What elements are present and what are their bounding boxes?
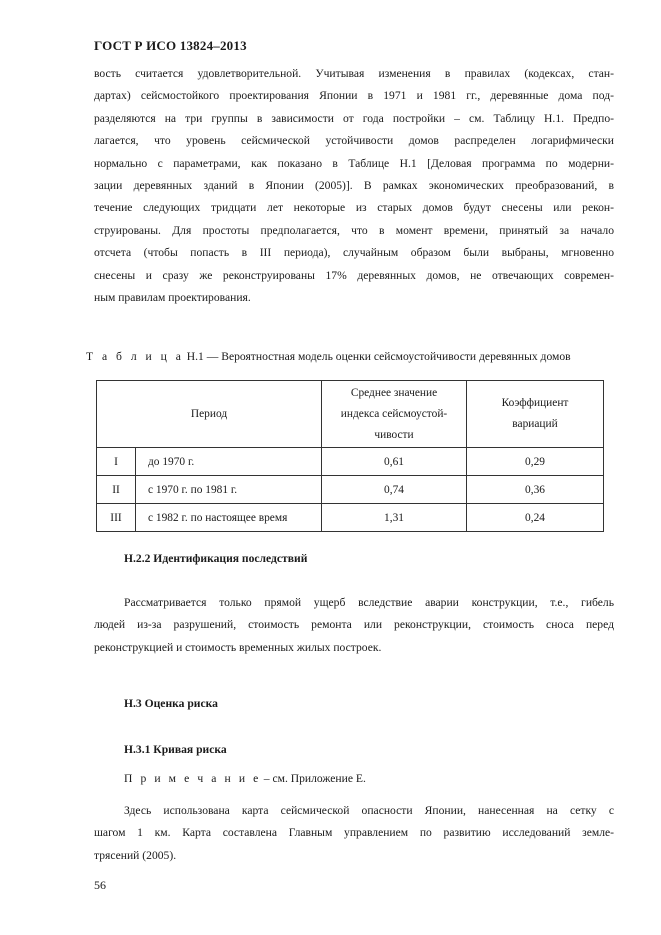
cell-mean: 1,31 bbox=[322, 504, 467, 532]
text-line: ным правилам проектирования. bbox=[94, 291, 251, 305]
text-line: струированы. Для простоты предполагается, что в момент времени, принятый за начало bbox=[94, 223, 614, 237]
seismic-model-table bbox=[96, 380, 604, 532]
text-line: Здесь использована карта сейсмической опасности Японии, нанесенная на сетку с bbox=[124, 804, 614, 817]
text-line: дартах) сейсмостойкого проектирования Японии в 1971 и 1981 гг., деревянные дома под- bbox=[94, 89, 614, 103]
section-heading-risk-curve: Н.3.1 Кривая риска bbox=[124, 743, 227, 756]
text-line: шагом 1 км. Карта составлена Главным управлением по развитию исследований земле- bbox=[94, 826, 614, 840]
document-header: ГОСТ Р ИСО 13824–2013 bbox=[94, 38, 247, 53]
page-number: 56 bbox=[94, 878, 106, 892]
section-heading-consequences: Н.2.2 Идентификация последствий bbox=[124, 552, 308, 565]
header-cv-line: вариаций bbox=[512, 418, 558, 430]
cell-cv: 0,36 bbox=[467, 476, 604, 504]
section-heading-risk-assessment: Н.3 Оценка риска bbox=[124, 697, 218, 710]
header-mean bbox=[322, 381, 467, 448]
cell-period: с 1982 г. по настоящее время bbox=[136, 504, 322, 532]
cell-cv: 0,24 bbox=[467, 504, 604, 532]
text-line: снесены и сразу же реконструированы 17% деревянных домов, не отвечающих современ- bbox=[94, 268, 614, 282]
paragraph-hazard-map bbox=[94, 800, 614, 867]
cell-period: с 1970 г. по 1981 г. bbox=[136, 476, 322, 504]
header-mean-line: Среднее значение bbox=[350, 386, 438, 399]
text-line: отсчета (чтобы попасть в III периода), случайным образом были выбраны, мгновенно bbox=[94, 246, 614, 260]
table-header-row bbox=[97, 381, 604, 448]
table-row bbox=[97, 448, 604, 476]
note-text: – см. Приложение Е. bbox=[260, 772, 366, 785]
text-line: зации деревянных зданий в Японии (2005)]. В рамках экономических преобразований, в bbox=[94, 179, 614, 193]
text-line: людей из-за разрушений, стоимость ремонта или реконструкции, стоимость сноса перед bbox=[94, 618, 614, 632]
cell-period-number: I bbox=[97, 448, 136, 476]
paragraph-consequences bbox=[94, 592, 614, 659]
text-line: Рассматривается только прямой ущерб вследствие аварии конструкции, т.е., гибель bbox=[124, 596, 614, 609]
caption-text: Н.1 — Вероятностная модель оценки сейсмоустойчивости деревянных домов bbox=[183, 350, 571, 363]
header-cv-line: Коэффициент bbox=[501, 397, 569, 409]
cell-mean: 0,61 bbox=[322, 448, 467, 476]
cell-period-number: III bbox=[97, 504, 136, 532]
text-line: вость считается удовлетворительной. Учитывая изменения в правилах (кодексах, стан- bbox=[94, 67, 614, 80]
text-line: лагается, что уровень сейсмической устойчивости домов распределен логарифмически bbox=[94, 134, 614, 148]
text-line: течение следующих тридцати лет некоторые из старых домов будут снесены или рекон- bbox=[94, 201, 614, 215]
cell-period-number: II bbox=[97, 476, 136, 504]
paragraph-seismic-model bbox=[94, 63, 614, 309]
text-line: нормально с параметрами, как показано в Таблице Н.1 [Деловая программа по модерни- bbox=[94, 156, 614, 170]
note-label: П р и м е ч а н и е bbox=[124, 772, 261, 785]
text-line: разделяются на три группы в зависимости от года постройки – см. Таблицу Н.1. Предпо- bbox=[94, 111, 614, 125]
header-cv bbox=[467, 381, 604, 448]
text-line: трясений (2005). bbox=[94, 848, 177, 862]
table-row bbox=[97, 476, 604, 504]
table-row bbox=[97, 504, 604, 532]
header-period: Период bbox=[97, 381, 322, 448]
text-line: реконструкцией и стоимость временных жилых построек. bbox=[94, 640, 382, 654]
cell-cv: 0,29 bbox=[467, 448, 604, 476]
cell-period: до 1970 г. bbox=[136, 448, 322, 476]
note-line bbox=[124, 772, 366, 785]
header-mean-line: индекса сейсмоустой- bbox=[340, 407, 448, 420]
caption-prefix: Т а б л и ц а bbox=[86, 350, 184, 363]
header-mean-line: чивости bbox=[374, 428, 414, 441]
cell-mean: 0,74 bbox=[322, 476, 467, 504]
table-caption bbox=[86, 350, 571, 363]
